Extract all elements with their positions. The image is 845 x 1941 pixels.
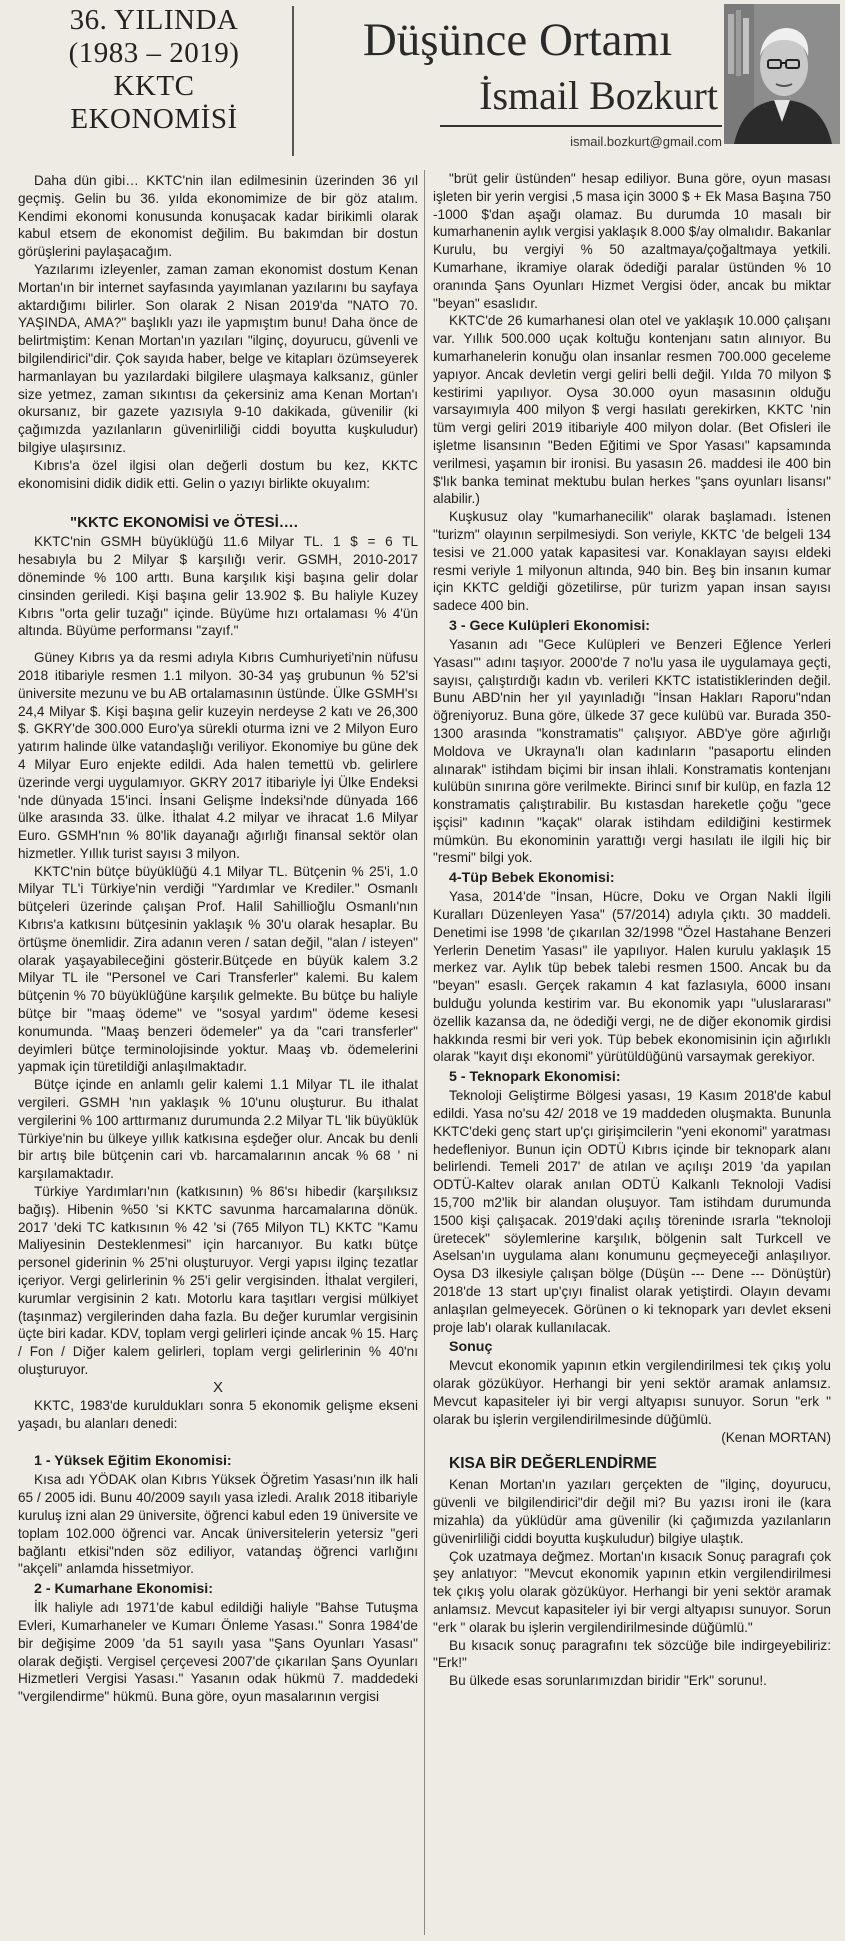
headline-line-3: KKTC bbox=[113, 70, 195, 102]
column-title: Düşünce Ortamı bbox=[362, 14, 673, 66]
evaluation-paragraph-3: Bu kısacık sonuç paragrafını tek sözcüğe bile indirgeyebiliriz: "Erk!" bbox=[433, 1637, 831, 1671]
body-paragraph-south-cyprus: Güney Kıbrıs ya da resmi adıyla Kıbrıs Cumhuriyeti'nin nüfusu 2018 itibariyle resmen 1.1 milyon. 30-34 yaş grubunun % 52'si üniversite mezunu ve bu AB ortalamasının üstünde. Ülke GSMH'sı 24,4 Milyar $. Kişi başına gelir kuzeyin nerdeyse 2 katı ve 26,300 $. GKRY'de 300.000 Euro'ya sürekli oturma izni ve 2 Milyon Euro yatırım halinde ülke vatandaşlığı veriliyor. Ekonomiye bu güne dek 4 Milyar Euro enjekte edildi. Ada halen temettü vb. gelirlere üzerinde vergi uygulamıyor. GKRY 2017 itibariyle İyi Ülke Endeksi 'nde dünyada 15'inci. İnsani Gelişme İndeksi'nde dünyada 166 ülke arasında 33. ülke. İthalat 4.2 milyar ve ihracat 1.6 Milyar Euro. GSMH'nın % 80'lik dayanağı ağırlığı finansal sektör olan hizmetler. Yıllık turist sayısı 3 milyon. bbox=[18, 650, 418, 861]
body-paragraph-import-tax: Bütçe içinde en anlamlı gelir kalemi 1.1 Milyar TL ile ithalat vergileri. GSMH 'nın yaklaşık % 10'unu oluşturur. Bu ithalat vergilerini % 100 arttırmanız durumunda 2.2 Milyar TL 'lik büyüklük Türkiye'nin bu ülkeye yıllık katkısına eşdeğer olur. Ancak bu denli bir artış bile bütçenin cari vb. harcamalarının ancak % 68 ' ni karşılamaktadır. bbox=[18, 1077, 419, 1182]
main-section-heading: "KKTC EKONOMİSİ ve ÖTESİ…. bbox=[70, 514, 298, 532]
spacer bbox=[18, 640, 418, 649]
headline-line-1: 36. YILINDA bbox=[69, 4, 239, 36]
section-separator-x: X bbox=[212, 1378, 223, 1396]
column-divider bbox=[424, 170, 425, 1935]
conclusion-text: Mevcut ekonomik yapının etkin vergilendirilmesi tek çıkış yolu olarak gözüküyor. Herhangi bir yeni sektör aramak anlamsız. Mevcut kapasiteler iyi bir vergi altyapısı sunuyor. Sorun "erk " olarak bu işlerin vergilendirilmesinde düğümlü. bbox=[433, 1358, 831, 1427]
author-portrait-icon bbox=[724, 4, 840, 144]
tourism-paragraph: Kuşkusuz olay "kumarhanecilik" olarak başlamadı. İstenen "turizm" olayının serpilmesiydi. Son veriyle, KKTC 'de belgeli 134 tesisi ve 21.000 yatak kapasitesi var. Konaklayan sayısı eldeki resmi veriyle 1 milyonun altında, 940 bin. Beş bin insanın kumar için KKTC geldiği gözetilirse, pür turizm yapan insan sayısı sadece 400 bin. bbox=[433, 509, 831, 614]
left-column bbox=[18, 172, 418, 1706]
article-headline bbox=[18, 4, 290, 136]
section-text-night-clubs: Yasanın adı "Gece Kulüpleri ve Benzeri Eğlence Yerleri Yasası"' adını taşıyor. 2000'de 7 no'lu yasa ile uygulamaya geçti, sayısı, çalıştırdığı kadın vb. verileri KKTC istatistiklerinden değil. Bunu ABD'nin her yıl yayınladığı "İnsan Hakları Raporu"ndan öğreniyoruz. Buna göre, ülkede 37 gece kulübü var. Burada 350-1300 arasında "konstramatis" çalışıyor. ABD'ye göre ağırlığı Moldova ve Ukrayna'lı olan kadınların "pasaportu elinden alınarak" istihdam biçimi bir insan ihlali. Konstramatis kontenjanı kulübün sınırına göre verilmekte. Birinci sınıf bir kulüp, en fazla 12 konstramatis çalıştırabilir. Bu kıstasdan hareketle çoğu "gece işçisi" kadının "kaçak" olarak istihdam edildiğini kestirmek mümkün. Bu ekonominin yarattığı vergi hasılatı ile ilgili hiç bir "resmi" bilgi yok. bbox=[433, 636, 831, 866]
section-heading-higher-education: 1 - Yüksek Eğitim Ekonomisi: bbox=[34, 1453, 232, 1470]
body-paragraph-budget: KKTC'nin bütçe büyüklüğü 4.1 Milyar TL. Bütçenin % 25'i, 1.0 Milyar TL'i Türkiye'nin verdiği "Yardımlar ve Krediler." Osmanlı bütçeleri üzerinde çalışan Prof. Halil Sahillioğlu Osmanlı'nın Kıbrıs'a katkısını bütçesinin yaklaşık % 30'u olarak hesaplar. Bu örtüşme önemlidir. Zira adanın veren / satan değil, "alan / isteyen" olarak yaşayabileceğini gösterir.Bütçede en büyük kalem 3.2 Milyar TL ile "Personel ve Cari Transferler" kalemi. Bu kalem bütçenin % 70 büyüklüğüne karşılık gelmekte. Bu bütçe bu haliyle bütçe bir "maaş ödeme" ve "sosyal yardım" ödeme kesesi konumunda. "Maaş benzeri ödemeler" ya da "cari transferler" deyimleri bütçe terminolojisinde yoktur. Maaş vb. ödemelerini yapmak için türetildiği anlaşılmaktadır. bbox=[18, 863, 418, 1075]
headline-divider bbox=[292, 6, 294, 156]
headline-line-2: (1983 – 2019) bbox=[68, 37, 240, 69]
quoted-author-signature: (Kenan MORTAN) bbox=[721, 1429, 831, 1445]
section-text-technopark: Teknoloji Geliştirme Bölgesi yasası, 19 Kasım 2018'de kabul edildi. Yasa no'su 42/ 2018 ve 19 maddeden oluşmakta. Bununla KKTC'deki genç start up'çı girişimcilerin "yeni ekonomi" yaratması hedefleniyor. Bunun için ODTÜ Kıbrıs içinde bir teknopark alanı belirlendi. Temeli 2017' de atılan ve açılışı 2019 'da yapılan ODTÜ-Kaltev olarak anılan ODTÜ Kalkanlı Teknoloji Vadisi 15,700 m2'lik bir alandan oluşuyor. Tam istihdam durumunda 1500 kişi çalışacak. 2019'daki açılış töreninde ısrarla "teknoloji üretecek" söylemlerine karşılık, bölgenin salt Turkcell ve Aselsan'ın uygulama alanı konumunu geçmeyeceği anlaşılıyor. Oysa D3 ilkesiyle çalışan bölge (Düşün --- Dene --- Dönüştür) 2018'de 13 start up'çıyı finalist olarak yetiştirdi. Olayın devamı anlaşılan gelmeyecek. Görünen o ki teknopark yarı devlet ekseni proje lab'ı olarak kullanılacak. bbox=[433, 1088, 831, 1335]
intro-paragraph-3: Kıbrıs'a özel ilgisi olan değerli dostum bu kez, KKTC ekonomisini didik didik etti. Gelin o yazıyı birlikte okuyalım: bbox=[18, 457, 418, 491]
section-text-casino: İlk haliyle adı 1971'de kabul edildiği haliyle "Bahse Tutuşma Evleri, Kumarhaneler ve Kumarı Önleme Yasası." Sonra 1984'de bir değişime 2009 'da 51 sayılı yasa "Şans Oyunları Yasası" olarak değişti. Vergisel çerçevesi 2007'de çıkarılan Şans Oyunları Hizmetleri Vergisi Yasası." Yasanın odak hükmü 7. maddedeki "vergilendirme" hükmü. Buna göre, oyun masalarının vergisi bbox=[18, 1600, 418, 1705]
intro-paragraph-1: Daha dün gibi… KKTC'nin ilan edilmesinin üzerinden 36 yıl geçmiş. Gelin bu 36. yılda ekonomimize de bir göz atalım. Kendimi ekonomi konusunda konuşacak kadar birikimli olarak kabul etsem de ekonomist değilim. Bu bakımdan bir dostun görüşlerini paylaşacağım. bbox=[18, 173, 418, 260]
right-column bbox=[433, 170, 831, 1690]
section-heading-night-clubs: 3 - Gece Kulüpleri Ekonomisi: bbox=[449, 617, 651, 634]
intro-paragraph-2: Yazılarımı izleyenler, zaman zaman ekonomist dostum Kenan Mortan'ın bir internet sayfasında yayımlanan yazılarını bu sayfaya aktardığımı bilirler. Son olarak 2 Nisan 2019'da "NATO 70. YAŞINDA, AMA?" başlıklı yazı ile yapmıştım bunu! Daha önce de belirtmiştim: Kenan Mortan'ın yazıları "ilginç, doyurucu, güvenli ve bilgilendirici"dir. Çok sayıda haber, belge ve kitapları özümseyerek harmanlayan bu yazılardaki bilgilere ulaşmaya kalksanız, günler size yetmez, zaman sıkıntısı da çekersiniz ama Kenan Mortan'ı okursanız, bir gazete yazısıyla 9-10 dakikada, güvenilir (ki çağımızda yazılanların güvenirliliği ciddi boyutta kuşkuludur) bilgiye ulaşırsınız. bbox=[18, 261, 418, 455]
section-heading-casino: 2 - Kumarhane Ekonomisi: bbox=[34, 1581, 213, 1598]
casino-hotels-paragraph: KKTC'de 26 kumarhanesi olan otel ve yaklaşık 10.000 çalışanı var. Yıllık 500.000 uçak koltuğu kontenjanı satın alınıyor. Bu kumarhanelerin konuğu olan insanlar resmen 700.000 geceleme yapıyor. Ancak devletin vergi geliri belli değil. Yılda 70 milyon $ kestirimi yapılıyor. Oysa 30.000 oyun masasının olduğu varsayımıyla 400 milyon $ vergi hasılatı gerekirken, KKTC 'nin tüm vergi geliri 2019 itibariyle 400 milyon dolar. (Bet Ofisleri ile işletme lisansının "Beden Eğitimi ve Spor Yasası" kapsamında verilmesi, yaşamın bir ironisi. Bu yasasın 26. maddesi ile 400 bin $'lık banka teminat mektubu bulan herkes "şans oyunları lisansı" alabilir.) bbox=[433, 313, 831, 507]
evaluation-paragraph-1: Kenan Mortan'ın yazıları gerçekten de "ilginç, doyurucu, güvenli ve bilgilendirici"dir değil mi? Bu yazısı ironi ile (kara mizahla) da yüklüdür ama güvenilir (ki çağımızda yazılanların güvenirliliği ciddi boyutta kuşkuludur) bilgiye ulaştık. bbox=[433, 1477, 831, 1546]
author-photo bbox=[724, 4, 840, 144]
author-name-underline bbox=[440, 125, 722, 127]
author-email: ismail.bozkurt@gmail.com bbox=[570, 134, 722, 149]
section-text-ivf: Yasa, 2014'de "İnsan, Hücre, Doku ve Organ Nakli İlgili Kuralları Düzenleyen Yasa" (57/2014) adıyla çıktı. 30 maddeli. Denetimi ise 1998 'de çıkarılan 32/1998 "Özel Hastahane Benzeri Yerlerin Denetim Yasası" ile yapılıyor. Halen kurulu yaklaşık 15 merkez var. Aylık tüp bebek talebi resmen 1500. Ancak bu da "beyan" esaslı. Gerçek rakamın 4 kat fazlasıyla, 6000 insanı bulduğu yolunda kestirim var. Bu ekonomik yapı "uluslararası" özellik kazansa da, ne ödediği vergi, ne de diğer ekonomik girdisi hakkında resmi bir veri yok. Tüp bebek ekonomisinin için ağırlıklı olarak "kayıt dışı ekonomi" yürütüldüğünü varsaymak gerekiyor. bbox=[433, 889, 831, 1065]
author-name: İsmail Bozkurt bbox=[479, 73, 718, 118]
section-text-higher-education: Kısa adı YÖDAK olan Kıbrıs Yüksek Öğretim Yasası'nın ilk hali 65 / 2005 idi. Bunu 40/2009 sayılı yasa izledi. Aralık 2018 itibariyle kuruluş izni alan 29 üniversite, öğrenci kabul eden 19 üniversite ve toplam 102.000 öğrenci var. Ancak üniversitelerin yetersiz "geri bağlantı etkisi"nden söz ediliyor, vatandaş öğrenci varlığını "akçeli" anlamda hissetmiyor. bbox=[18, 1472, 418, 1577]
five-axes-intro: KKTC, 1983'de kuruldukları sonra 5 ekonomik gelişme ekseni yaşadı, bu alanları denedi: bbox=[18, 1397, 418, 1431]
evaluation-paragraph-4: Bu ülkede esas sorunlarımızdan biridir "Erk" sorunu!. bbox=[449, 1673, 767, 1689]
body-paragraph-turkey-aid: Türkiye Yardımları'nın (katkısının) % 86'sı hibedir (karşılıksız bağış). Hibenin %50 'si KKTC savunma harcamalarına dönük. 2017 'deki TC katkısının % 42 'si (765 Milyon TL) KKTC "Kamu Maliyesinin Desteklenmesi" için harcanıyor. Bu katkı bütçe personel giderinin % 25'ni oluşturuyor. Vergi yapısı ilginç tezatlar içeriyor. Vergi gelirlerinin % 25'i gelir vergisinden. İthalat vergileri, kurumlar vergisinin 2 katı. Motorlu kara taşıtları vergisi mülkiyet (taşınmaz) vergilerinden daha fazla. Bu değer kurumlar vergisinin üçte biri kadar. KDV, toplam vergi gelirleri içinde ancak % 15. Harç / Fon / Diğer kalem gelirleri, toplam vergi gelirlerinin % 40'nı oluşturuyor. bbox=[18, 1184, 418, 1377]
spacer bbox=[18, 492, 418, 510]
evaluation-paragraph-2: Çok uzatmaya değmez. Mortan'ın kısacık Sonuç paragrafı çok şey anlatıyor: "Mevcut ekonomik yapının etkin vergilendirilmesi tek çıkış yolu olarak gözüküyor. Herhangi bir yeni sektör aramak anlamsız. Mevcut kapasiteler iyi bir vergi altyapısı sunuyor. Sorun "erk " olarak bu işlerin vergilendirilmesinde düğümlü." bbox=[433, 1548, 831, 1635]
section-heading-ivf: 4-Tüp Bebek Ekonomisi: bbox=[449, 870, 615, 887]
section-heading-technopark: 5 - Teknopark Ekonomisi: bbox=[449, 1069, 621, 1086]
headline-line-4: EKONOMİSİ bbox=[70, 103, 238, 135]
evaluation-heading: KISA BİR DEĞERLENDİRME bbox=[449, 1455, 657, 1473]
conclusion-heading: Sonuç bbox=[449, 1339, 493, 1356]
body-paragraph-gsmh: KKTC'nin GSMH büyüklüğü 11.6 Milyar TL. 1 $ = 6 TL hesabıyla bu 2 Milyar $ karşılığı verir. GSMH, 2010-2017 döneminde % 100 arttı. Buna karşılık kişi başına gelir dolar cinsinden geriledi. Kişi başına gelir 13.902 $. Bu haliyle Kuzey Kıbrıs "orta gelir tuzağı" içinde. Büyüme hızı ortalaması % 4'ün altında. Büyüme performansı "zayıf." bbox=[18, 534, 418, 639]
casino-continued-paragraph: "brüt gelir üstünden" hesap ediliyor. Buna göre, oyun masası işleten bir yerin vergisi ,5 masa için 3000 $ + Ek Masa Başına 750 -1000 $'dan aşağı olamaz. Bu durumda 10 masalı bir kumarhanenin aylık vergisi yaklaşık 8.000 $/ay olmalıdır. Bakanlar Kurulu, bu vergiyi % 50 azaltmaya/çoğaltmaya yetkili. Kumarhane, ikramiye olarak ödediği paralar üstünden % 10 oranında Şans Oyunları Hizmet Vergisi öder, ancak bu miktar "beyan" esaslıdır. bbox=[433, 171, 831, 311]
spacer bbox=[18, 1432, 418, 1450]
